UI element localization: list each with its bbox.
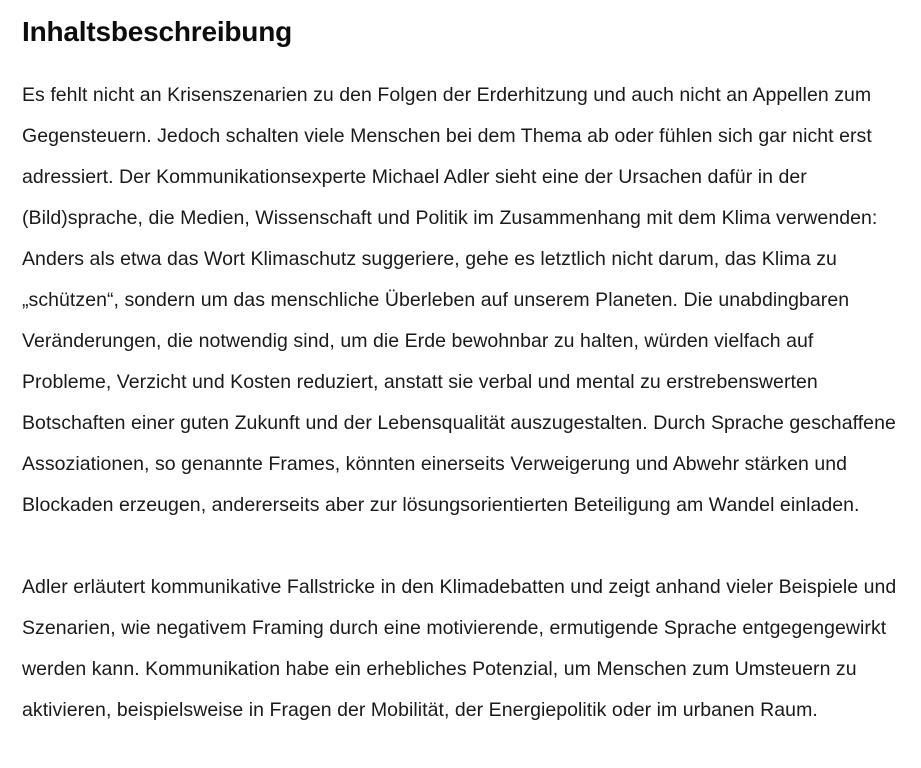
description-paragraph-1: Es fehlt nicht an Krisenszenarien zu den Folgen der Erderhitzung und auch nicht an Appellen zum Gegensteuern. Jedoch schalten viele Menschen bei dem Thema ab oder fühlen sich gar nicht erst adressiert. Der Kommunikationsexperte Michael Adler sieht eine der Ursachen dafür in der (Bild)sprache, die Medien, Wissenschaft und Politik im Zusammenhang mit dem Klima verwenden: Anders als etwa das Wort Klimaschutz suggeriere, gehe es letztlich nicht darum, das Klima zu „schützen“, sondern um das menschliche Überleben auf unserem Planeten. Die unabdingbaren Veränderungen, die notwendig sind, um die Erde bewohnbar zu halten, würden vielfach auf Probleme, Verzicht und Kosten reduziert, anstatt sie verbal und mental zu erstrebenswerten Botschaften einer guten Zukunft und der Lebensqualität auszugestalten. Durch Sprache geschaffene Assoziationen, so genannte Frames, könnten einerseits Verweigerung und Abwehr stärken und Blockaden erzeugen, andererseits aber zur lösungsorientierten Beteiligung am Wandel einladen.: [22, 84, 896, 516]
description-paragraph-2: Adler erläutert kommunikative Fallstricke in den Klimadebatten und zeigt anhand vieler Beispiele und Szenarien, wie negativem Framing durch eine motivierende, ermutigende Sprache entgegengewirkt werden kann. Kommunikation habe ein erhebliches Potenzial, um Menschen zum Umsteuern zu aktivieren, beispielsweise in Fragen der Mobilität, der Energiepolitik oder im urbanen Raum.: [22, 576, 897, 721]
page-title: Inhaltsbeschreibung: [22, 16, 293, 47]
